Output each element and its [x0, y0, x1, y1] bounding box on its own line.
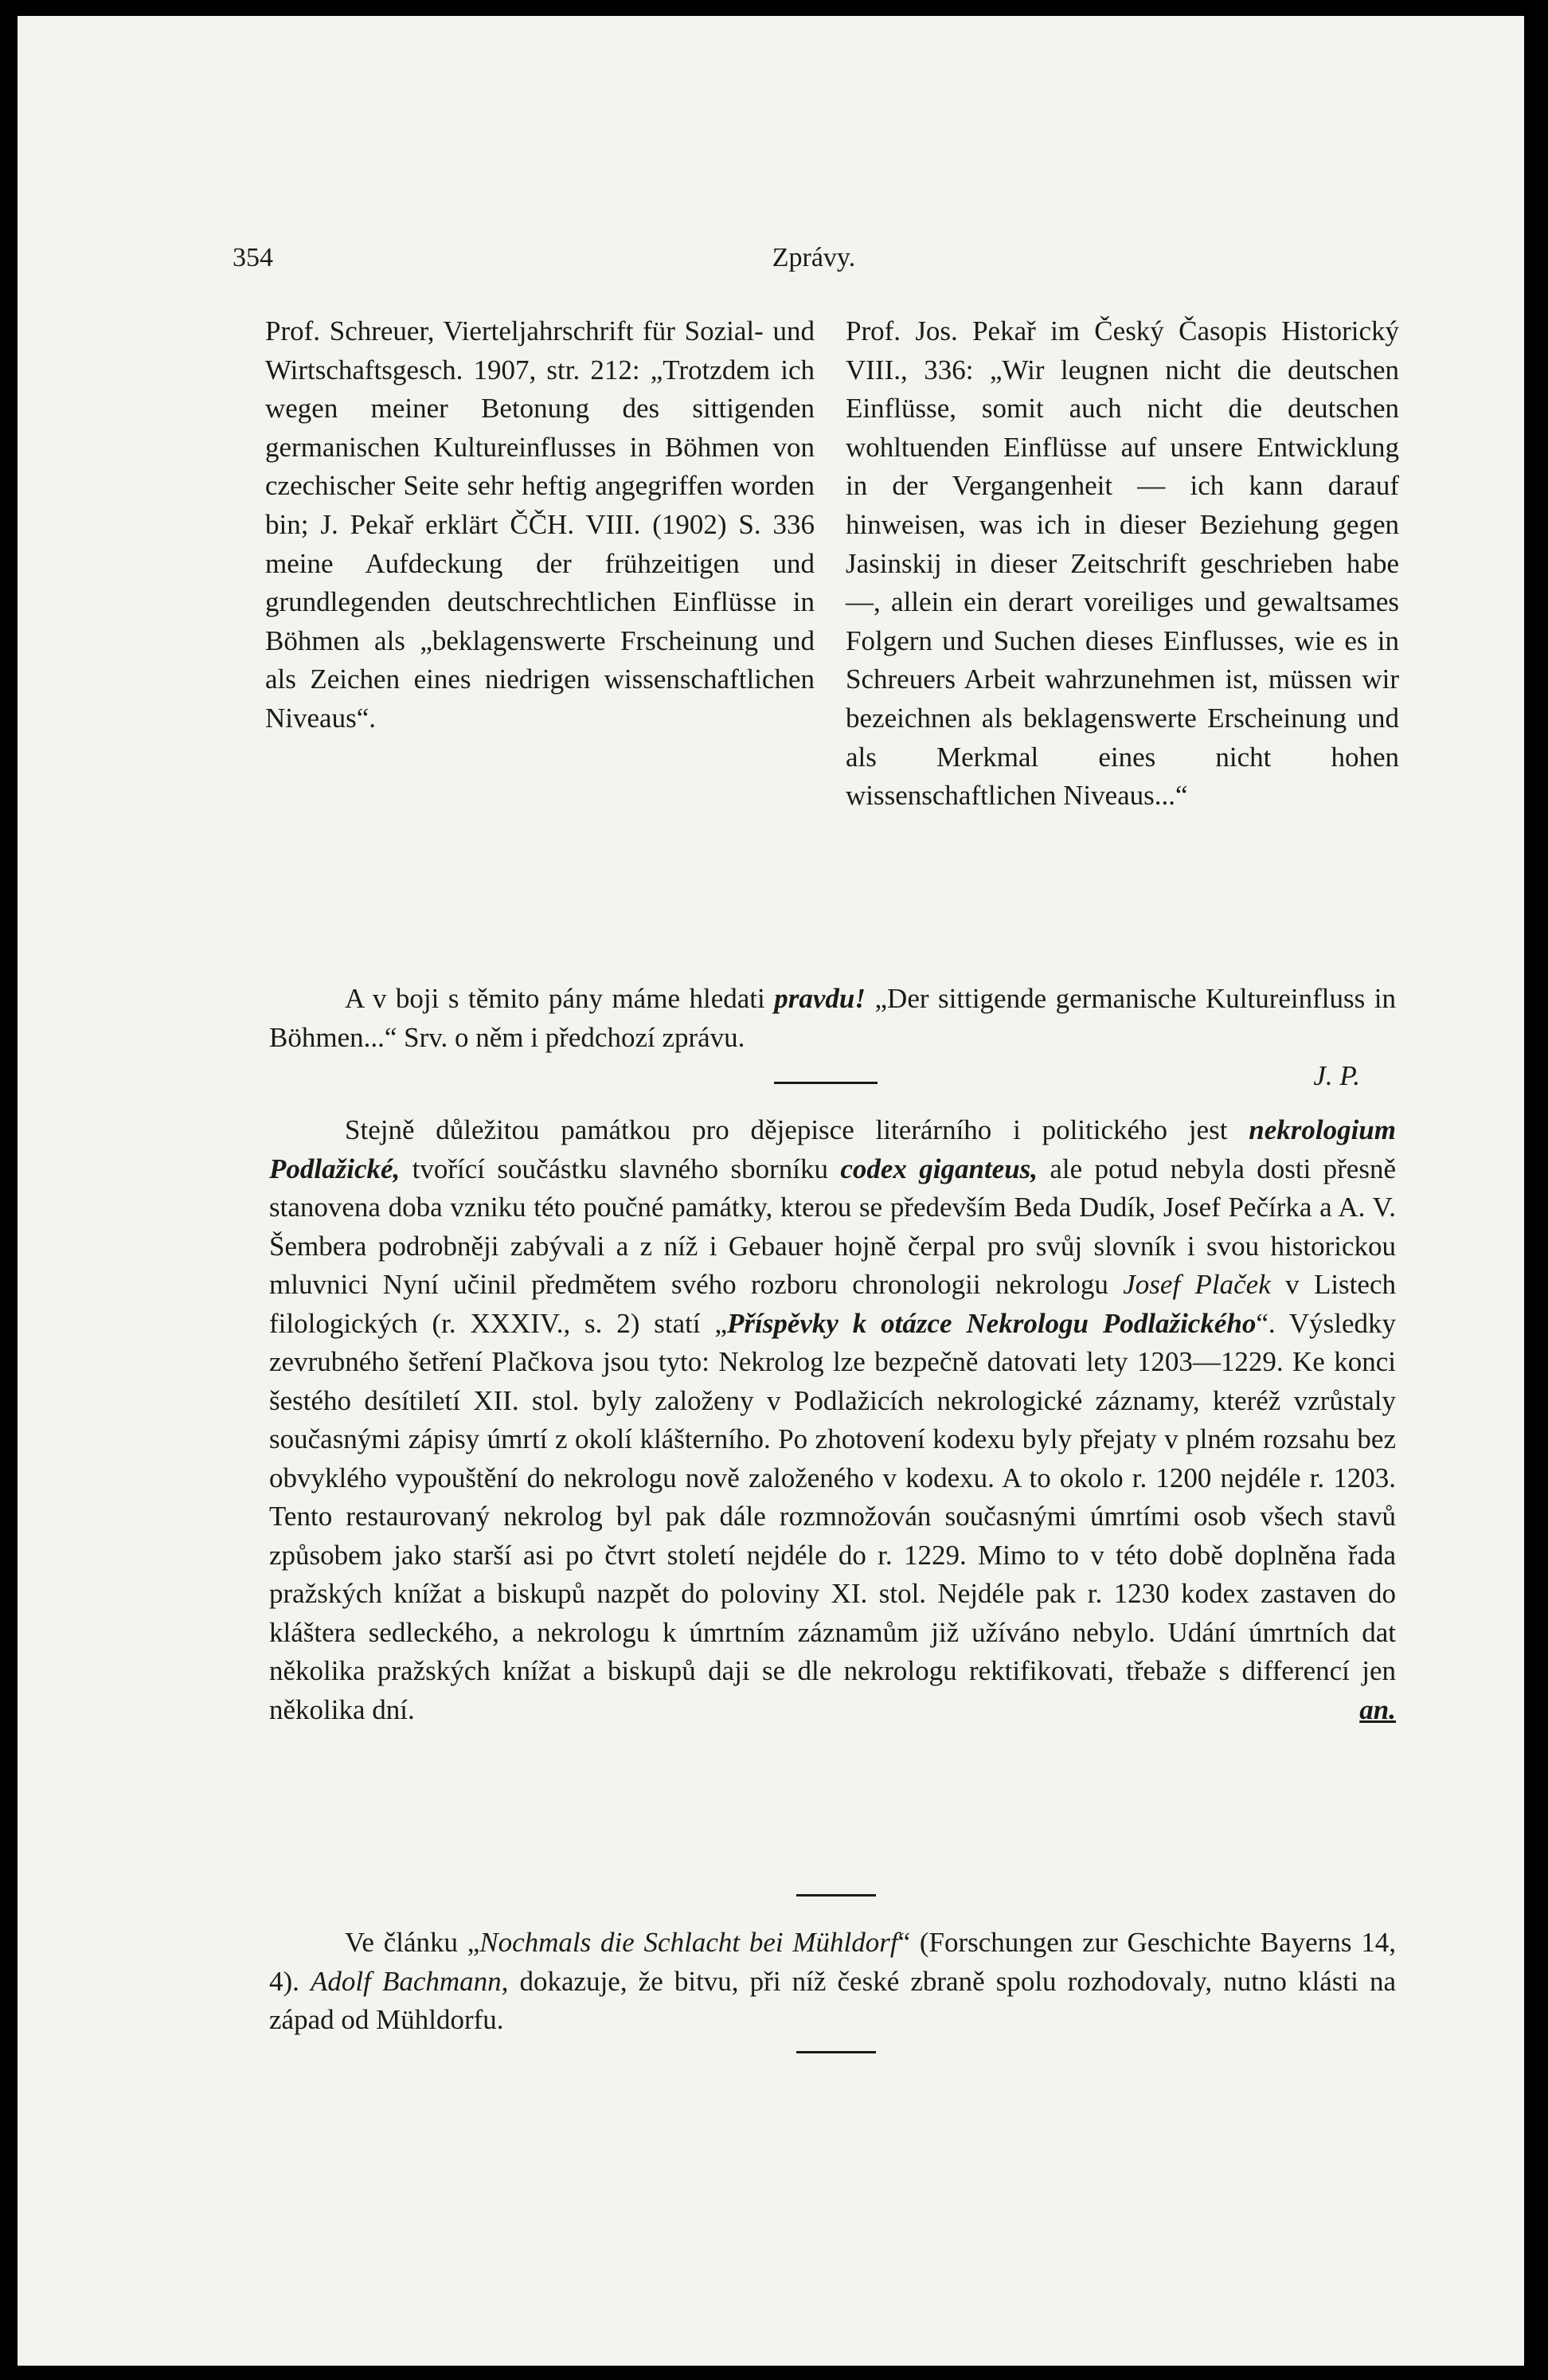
- article-muhldorf-text: Ve článku „Nochmals die Schlacht bei Mühldorf“ (Forschungen zur Geschichte Bayerns 14, 4). Adolf Bachmann, dokazuje, že bitvu, při níž české zbraně spolu rozhodovaly, nutno klásti na západ od Mühldorfu.: [269, 1927, 1396, 2035]
- page-number: 354: [233, 243, 273, 272]
- section-divider: [796, 1894, 876, 1897]
- schreuer-quote: Prof. Schreuer, Vierteljahrschrift für Sozial- und Wirtschaftsgesch. 1907, str. 212: „Trotzdem ich wegen meiner Betonung des sittigenden germanischen Kultureinflusses in Böhmen von czechischer Seite sehr heftig angegriffen worden bin; J. Pekař erklärt ČČH. VIII. (1902) S. 336 meine Aufdeckung der frühzeitigen und grundlegenden deutschrechtlichen Einflüsse in Böhmen als „beklagenswerte Frscheinung und als Zeichen eines niedrigen wissenschaftlichen Niveaus“.: [265, 315, 815, 734]
- signature-an: an.: [1359, 1693, 1396, 1725]
- signature-jp: J. P.: [1313, 1060, 1360, 1091]
- page-header: [233, 243, 1395, 283]
- section-divider: [796, 2051, 876, 2053]
- quote-column-left: [265, 312, 815, 738]
- pekar-quote: Prof. Jos. Pekař im Český Časopis Historický VIII., 336: „Wir leugnen nicht die deutschen Einflüsse, somit auch nicht die deutschen wohltuenden Einflüsse auf unsere Entwicklung in der Vergangenheit — ich kann darauf hinweisen, was ich in dieser Beziehung gegen Jasinskij in dieser Zeitschrift geschrieben habe —, allein ein derart voreiliges und gewaltsames Folgern und Suchen dieses Einflusses, wie es in Schreuers Arbeit wahrzunehmen ist, müssen wir bezeichnen als beklagenswerte Erscheinung und als Merkmal eines nicht hohen wissenschaftlichen Niveaus...“: [846, 315, 1399, 812]
- article-nekrologium: [269, 1111, 1396, 1729]
- closing-text: A v boji s těmito pány máme hledati pravdu! „Der sittigende germanische Kultureinfluss in Böhmen...“ Srv. o něm i předchozí zprávu.: [269, 983, 1396, 1053]
- closing-remark: [269, 980, 1396, 1096]
- article-nekrologium-text: Stejně důležitou památkou pro dějepisce literárního i politického jest nekrologium Podlažické, tvořící součástku slavného sborníku codex giganteus, ale potud nebyla dosti přesně stanovena doba vzniku této poučné památky, kterou se především Beda Dudík, Josef Pečírka a A. V. Šembera podrobněji zabývali a z níž i Gebauer hojně čerpal pro svůj slovník i svou historickou mluvnici Nyní učinil předmětem svého rozboru chronologii nekrologu Josef Plaček v Listech filologických (r. XXXIV., s. 2) statí „Příspěvky k otázce Nekrologu Podlažického“. Výsledky zevrubného šetření Plačkova jsou tyto: Nekrolog lze bezpečně datovati lety 1203—1229. Ke konci šestého desítiletí XII. stol. byly založeny v Podlažicích nekrologické záznamy, kteréž vzrůstaly současnými zápisy úmrtí z okolí klášterního. Po zhotovení kodexu byly přejaty v plném rozsahu bez obvyklého vypouštění do nekrologu nově založeného v kodexu. A to okolo r. 1200 nejdéle r. 1203. Tento restaurovaný nekrolog byl pak dále rozmnožován současnými úmrtími osob všech stavů způsobem jako starší asi po čtvrt století nejdéle do r. 1229. Mimo to v této době doplněna řada pražských knížat a biskupů nazpět do poloviny XI. stol. Nejdéle pak r. 1230 kodex zastaven do kláštera sedleckého, a nekrologu k úmrtním záznamům již užíváno nebylo. Udání úmrtních dat několika pražských knížat a biskupů daji se dle nekrologu rektifikovati, třebaže s differencí jen několika dní. an.: [269, 1111, 1396, 1729]
- section-divider: [774, 1082, 878, 1084]
- quote-column-right: [846, 312, 1399, 816]
- running-title: Zprávy.: [772, 243, 856, 272]
- scanned-page: [18, 16, 1524, 2366]
- emphasis-pravdu: pravdu!: [774, 983, 866, 1014]
- article-muhldorf: [269, 1924, 1396, 2040]
